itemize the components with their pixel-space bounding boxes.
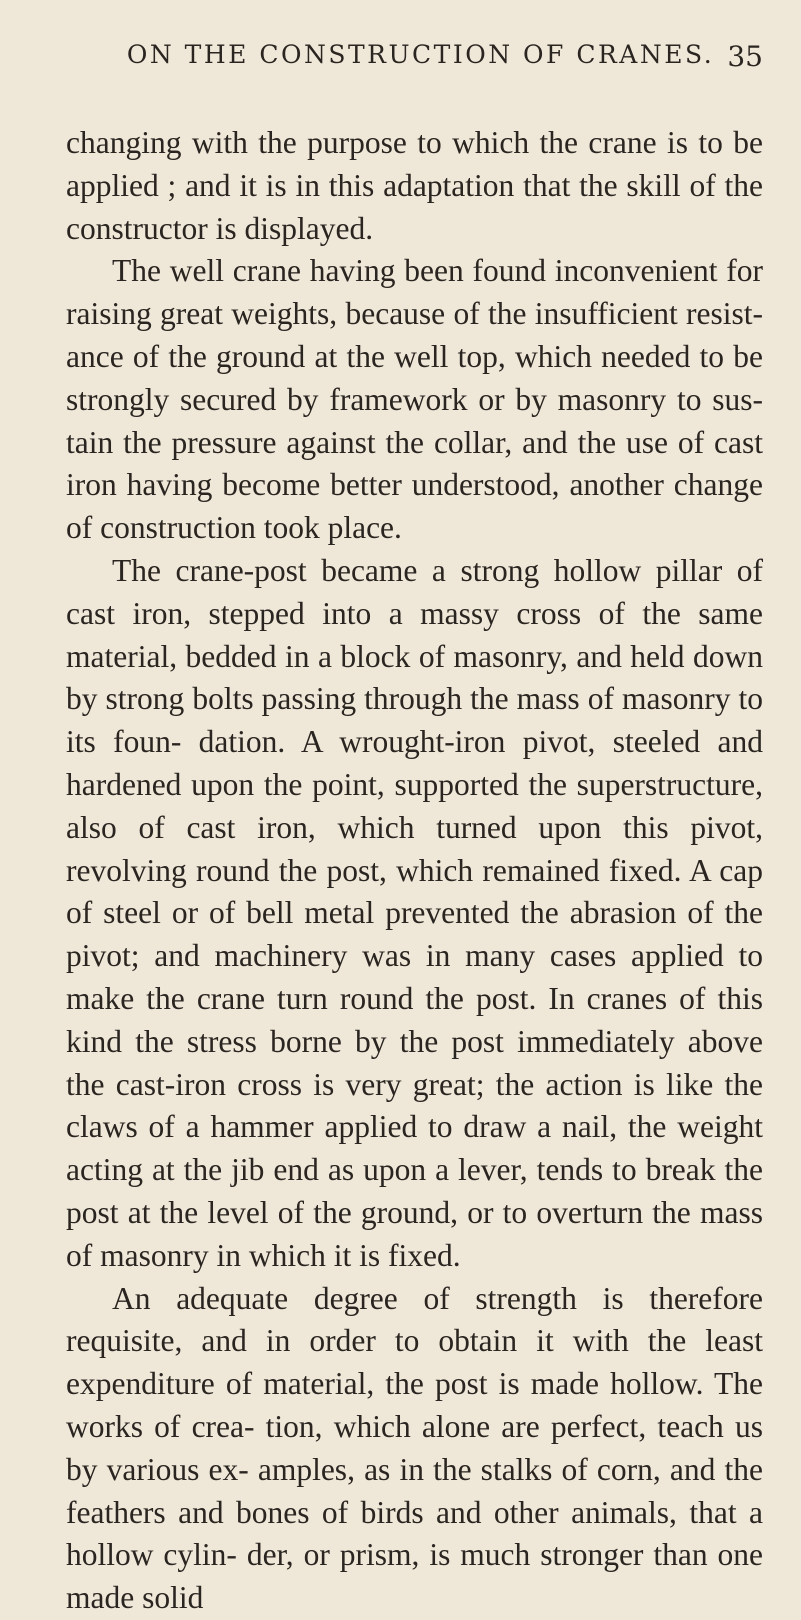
running-head <box>66 40 763 80</box>
body-text <box>66 122 763 1620</box>
paragraph-well-crane: The well crane having been found inconvenient for raising great weights, because of the insufficient resist- ance of the ground at the well top, which needed to be strongly secured by framework or by masonry to sus- tain the pressure against the collar, and the use of cast iron having become better understood, another change of construction took place. <box>66 253 763 546</box>
page-number: 35 <box>727 40 763 73</box>
paragraph-continued: changing with the purpose to which the crane is to be applied ; and it is in this adaptation that the skill of the constructor is displayed. <box>66 125 763 246</box>
paragraph-strength: An adequate degree of strength is therefore requisite, and in order to obtain it with the least expenditure of material, the post is made hollow. The works of crea- tion, which alone are perfect, teach us by various ex- amples, as in the stalks of corn, and the feathers and bones of birds and other animals, that a hollow cylin- der, or prism, is much stronger than one made solid <box>66 1280 763 1616</box>
paragraph-crane-post: The crane-post became a strong hollow pillar of cast iron, stepped into a massy cross of the same material, bedded in a block of masonry, and held down by strong bolts passing through the mass of masonry to its foun- dation. A wrought-iron pivot, steeled and hardened upon the point, supported the superstructure, also of cast iron, which turned upon this pivot, revolving round the post, which remained fixed. A cap of steel or of bell metal prevented the abrasion of the pivot; and machinery was in many cases applied to make the crane turn round the post. In cranes of this kind the stress borne by the post immediately above the cast-iron cross is very great; the action is like the claws of a hammer applied to draw a nail, the weight acting at the jib end as upon a lever, tends to break the post at the level of the ground, or to overturn the mass of masonry in which it is fixed. <box>66 552 763 1273</box>
running-title: ON THE CONSTRUCTION OF CRANES. <box>126 40 715 69</box>
